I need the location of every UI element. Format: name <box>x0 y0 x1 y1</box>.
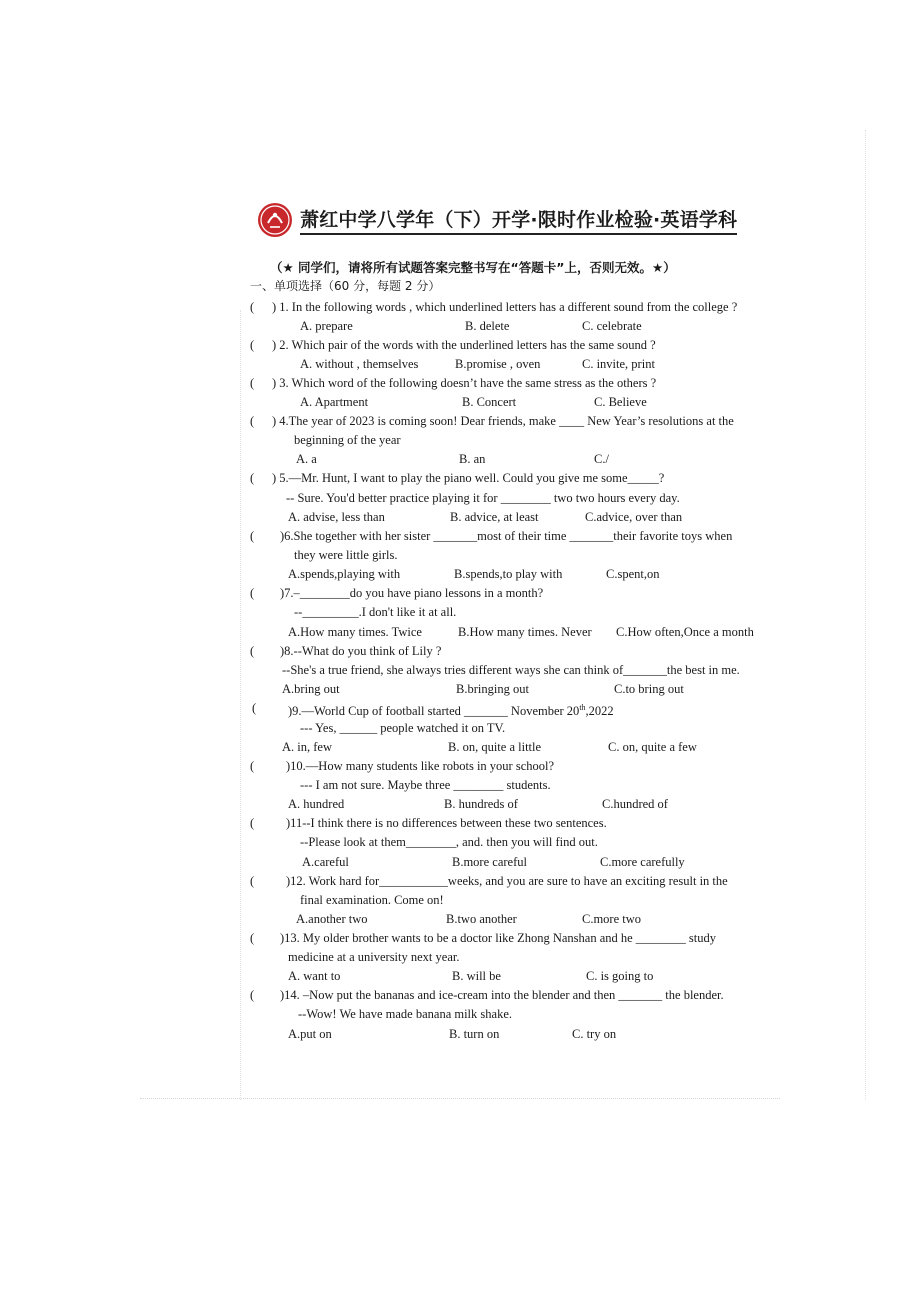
question-stem-cont: --_________.I don't like it at all. <box>294 605 457 619</box>
option-a: A. Apartment <box>300 395 369 409</box>
option-c: C.more two <box>582 912 642 926</box>
option-c: C. on, quite a few <box>608 740 697 754</box>
option-c: C. invite, print <box>582 357 655 371</box>
option-c: C. try on <box>572 1027 617 1041</box>
option-c: C.spent,on <box>606 567 660 581</box>
question-stem: )6.She together with her sister _______most of their time _______their favorite toys when <box>280 529 733 543</box>
option-a: A.spends,playing with <box>288 567 401 581</box>
option-c: C. Believe <box>594 395 647 409</box>
option-b: B. Concert <box>462 395 517 409</box>
option-c: C. celebrate <box>582 319 642 333</box>
question-stem-cont: --- Yes, ______ people watched it on TV. <box>300 721 506 735</box>
option-c: C.hundred of <box>602 797 668 811</box>
answer-paren: ( <box>250 931 255 945</box>
answer-paren: ( <box>250 874 255 888</box>
option-c: C. is going to <box>586 969 654 983</box>
answer-paren: ( <box>250 759 255 773</box>
notice-text: （★ 同学们，请将所有试题答案完整书写在“答题卡”上，否则无效。★） <box>270 260 676 275</box>
question-stem-cont: medicine at a university next year. <box>288 950 460 964</box>
option-c: C./ <box>594 452 609 466</box>
answer-paren: ( <box>250 988 255 1002</box>
school-logo-icon <box>258 203 292 237</box>
question-stem-cont: --- I am not sure. Maybe three ________ students. <box>300 778 551 792</box>
option-a: A.careful <box>302 855 349 869</box>
section-heading: 一、单项选择（60 分，每题 2 分） <box>250 279 441 293</box>
question-stem: )13. My older brother wants to be a doctor like Zhong Nanshan and he ________ study <box>280 931 717 945</box>
answer-paren: ( <box>250 816 255 830</box>
option-b: B.two another <box>446 912 517 926</box>
question-stem: )7.–________do you have piano lessons in a month? <box>280 586 544 600</box>
option-b: B. advice, at least <box>450 510 539 524</box>
option-b: B. will be <box>452 969 501 983</box>
option-a: A. without , themselves <box>300 357 419 371</box>
answer-paren: ( <box>250 376 255 390</box>
option-c: C.How often,Once a month <box>616 625 754 639</box>
question-stem-cont: final examination. Come on! <box>300 893 444 907</box>
answer-paren: ( <box>250 471 255 485</box>
option-a: A. in, few <box>282 740 332 754</box>
option-b: B. turn on <box>449 1027 500 1041</box>
answer-paren: ( <box>250 338 255 352</box>
option-a: A.another two <box>296 912 368 926</box>
question-stem: )14. –Now put the bananas and ice-cream into the blender and then _______ the blender. <box>280 988 724 1002</box>
question-stem: )11--I think there is no differences between these two sentences. <box>286 816 607 830</box>
question-stem: ) 2. Which pair of the words with the underlined letters has the same sound ? <box>272 338 656 352</box>
question-stem-cont: beginning of the year <box>294 433 401 447</box>
question-stem: )12. Work hard for___________weeks, and you are sure to have an exciting result in the <box>286 874 728 888</box>
question-stem-cont: -- Sure. You'd better practice playing it for ________ two two hours every day. <box>286 491 680 505</box>
scan-dotted-line <box>240 310 241 1100</box>
option-b: B.bringing out <box>456 682 529 696</box>
question-stem: )9.—World Cup of football started _______ November 20th,2022 <box>288 703 614 719</box>
answer-paren: ( <box>250 644 255 658</box>
answer-paren: ( <box>250 414 255 428</box>
option-c: C.more carefully <box>600 855 685 869</box>
scan-dotted-line <box>140 1098 780 1099</box>
option-b: B.promise , oven <box>455 357 541 371</box>
question-stem: )8.--What do you think of Lily ? <box>280 644 442 658</box>
answer-paren: ( <box>250 586 255 600</box>
question-stem: ) 5.—Mr. Hunt, I want to play the piano well. Could you give me some_____? <box>272 471 665 485</box>
option-b: B. hundreds of <box>444 797 518 811</box>
question-stem-cont: --Please look at them________, and. then you will find out. <box>300 835 598 849</box>
exam-header <box>258 200 737 240</box>
answer-paren: ( <box>250 529 255 543</box>
option-a: A. a <box>296 452 317 466</box>
option-a: A.bring out <box>282 682 340 696</box>
option-a: A.How many times. Twice <box>288 625 422 639</box>
option-c: C.to bring out <box>614 682 684 696</box>
option-a: A. want to <box>288 969 341 983</box>
option-b: B.How many times. Never <box>458 625 592 639</box>
question-stem: )10.—How many students like robots in your school? <box>286 759 555 773</box>
page-title: 萧红中学八学年（下）开学·限时作业检验·英语学科 <box>300 205 737 235</box>
question-stem-cont: --She's a true friend, she always tries different ways she can think of_______the best in me. <box>282 663 740 677</box>
question-stem-cont: --Wow! We have made banana milk shake. <box>298 1007 512 1021</box>
answer-paren: ( <box>252 701 257 715</box>
option-b: B.spends,to play with <box>454 567 563 581</box>
option-a: A. advise, less than <box>288 510 385 524</box>
question-stem: ) 3. Which word of the following doesn’t have the same stress as the others ? <box>272 376 657 390</box>
option-b: B. delete <box>465 319 510 333</box>
option-b: B. on, quite a little <box>448 740 542 754</box>
option-a: A.put on <box>288 1027 332 1041</box>
question-stem: ) 1. In the following words , which underlined letters has a different sound from the college ? <box>272 300 738 314</box>
question-stem: ) 4.The year of 2023 is coming soon! Dear friends, make ____ New Year’s resolutions at the <box>272 414 734 428</box>
option-a: A. hundred <box>288 797 345 811</box>
option-a: A. prepare <box>300 319 353 333</box>
answer-paren: ( <box>250 300 255 314</box>
question-stem-cont: they were little girls. <box>294 548 398 562</box>
option-c: C.advice, over than <box>585 510 683 524</box>
option-b: B.more careful <box>452 855 527 869</box>
scan-dotted-line <box>865 130 866 1100</box>
option-b: B. an <box>459 452 486 466</box>
